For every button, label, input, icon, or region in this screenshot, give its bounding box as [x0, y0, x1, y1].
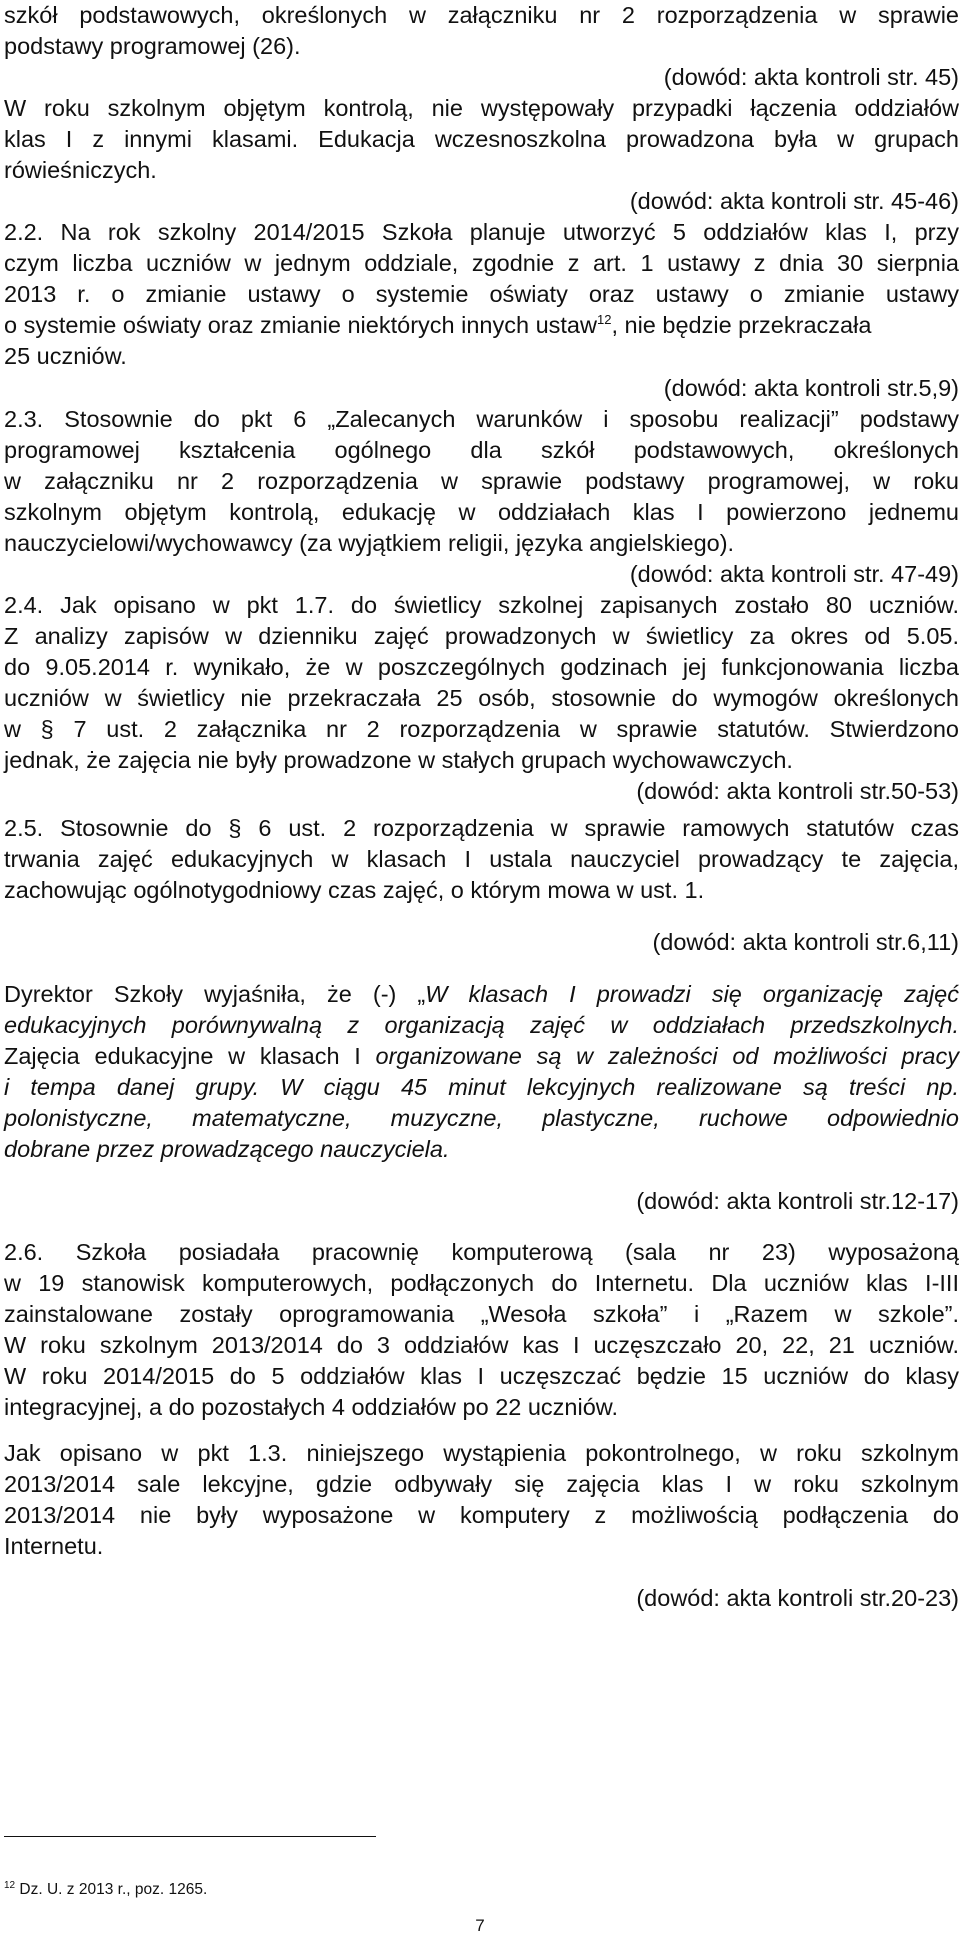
text-line: zainstalowane zostały oprogramowania „Wesoła szkoła” i „Razem w szkole”. — [4, 1301, 959, 1327]
evidence-reference: (dowód: akta kontroli str.12-17) — [636, 1188, 959, 1214]
text-line: jednak, że zajęcia nie były prowadzone w stałych grupach wychowawczych. — [4, 747, 793, 773]
text-line: szkolnym objętym kontrolą, edukację w oddziałach klas I powierzono jednemu — [4, 499, 959, 525]
text-line: 2013/2014 sale lekcyjne, gdzie odbywały się zajęcia klas I w roku szkolnym — [4, 1471, 959, 1497]
text-line: W roku 2014/2015 do 5 oddziałów klas I uczęszczać będzie 15 uczniów do klasy — [4, 1363, 959, 1389]
quoted-text: polonistyczne, matematyczne, muzyczne, plastyczne, ruchowe odpowiednio — [4, 1105, 959, 1131]
text-line: 2.4. Jak opisano w pkt 1.7. do świetlicy szkolnej zapisanych zostało 80 uczniów. — [4, 592, 959, 618]
text-line: Internetu. — [4, 1533, 104, 1559]
text-line: 25 uczniów. — [4, 343, 127, 369]
quoted-text: organizowane są w zależności od możliwości pracy — [375, 1043, 960, 1069]
text-line: Jak opisano w pkt 1.3. niniejszego wystąpienia pokontrolnego, w roku szkolnym — [4, 1440, 959, 1466]
text-line: 2013/2014 nie były wyposażone w komputery z możliwością podłączenia do — [4, 1502, 959, 1528]
text-line: klas I z innymi klasami. Edukacja wczesnoszkolna prowadzona była w grupach — [4, 126, 959, 152]
text-segment: Zajęcia edukacyjne w klasach I — [4, 1043, 376, 1069]
evidence-reference: (dowód: akta kontroli str.5,9) — [663, 375, 959, 401]
quoted-text: W klasach I prowadzi się organizację zajęć — [425, 981, 959, 1007]
text-line: integracyjnej, a do pozostałych 4 oddziałów po 22 uczniów. — [4, 1394, 618, 1420]
text-line: 2.3. Stosownie do pkt 6 „Zalecanych warunków i sposobu realizacji” podstawy — [4, 406, 959, 432]
evidence-reference: (dowód: akta kontroli str. 45-46) — [629, 188, 959, 214]
text-line: podstawy programowej (26). — [4, 33, 301, 59]
text-line: W roku szkolnym 2013/2014 do 3 oddziałów kas I uczęszczało 20, 22, 21 uczniów. — [4, 1332, 959, 1358]
quoted-text: edukacyjnych porównywalną z organizacją zajęć w oddziałach przedszkolnych. — [4, 1012, 959, 1038]
text-line: uczniów w świetlicy nie przekraczała 25 osób, stosownie do wymogów określonych — [4, 685, 959, 711]
quoted-line — [4, 1010, 959, 1040]
text-line: 2.2. Na rok szkolny 2014/2015 Szkoła planuje utworzyć 5 oddziałów klas I, przy — [4, 219, 959, 245]
text-line: W roku szkolnym objętym kontrolą, nie występowały przypadki łączenia oddziałów — [4, 95, 959, 121]
text-line: do 9.05.2014 r. wynikało, że w poszczególnych godzinach jej funkcjonowania liczba — [4, 654, 959, 680]
text-line-with-quote — [4, 979, 959, 1009]
text-line: w 19 stanowisk komputerowych, podłączonych do Internetu. Dla uczniów klas I-III — [4, 1270, 959, 1296]
text-segment: , nie będzie przekraczała — [611, 312, 872, 338]
footnote — [4, 1880, 207, 1900]
text-line: w § 7 ust. 2 załącznika nr 2 rozporządzenia w sprawie statutów. Stwierdzono — [4, 716, 959, 742]
evidence-reference: (dowód: akta kontroli str. 47-49) — [629, 561, 959, 587]
text-line: programowej kształcenia ogólnego dla szkół podstawowych, określonych — [4, 437, 959, 463]
text-line: czym liczba uczniów w jednym oddziale, zgodnie z art. 1 ustawy z dnia 30 sierpnia — [4, 250, 959, 276]
text-line-with-quote — [4, 1041, 959, 1071]
quoted-line — [4, 1103, 959, 1133]
evidence-reference: (dowód: akta kontroli str.50-53) — [636, 778, 959, 804]
page-number: 7 — [475, 1916, 485, 1935]
text-line: nauczycielowi/wychowawcy (za wyjątkiem religii, języka angielskiego). — [4, 530, 735, 556]
quoted-text: i tempa danej grupy. W ciągu 45 minut lekcyjnych realizowane są treści np. — [4, 1074, 959, 1100]
text-segment: o systemie oświaty oraz zmianie niektórych innych ustaw — [4, 312, 597, 338]
text-line: w załączniku nr 2 rozporządzenia w sprawie podstawy programowej, w roku — [4, 468, 959, 494]
text-line-with-footnote — [4, 310, 959, 340]
footnote-number: 12 — [4, 1879, 16, 1891]
quoted-text: dobrane przez prowadzącego nauczyciela. — [4, 1136, 450, 1162]
text-line: rówieśniczych. — [4, 157, 157, 183]
text-line: trwania zajęć edukacyjnych w klasach I ustala nauczyciel prowadzący te zajęcia, — [4, 846, 959, 872]
evidence-reference: (dowód: akta kontroli str.6,11) — [652, 929, 959, 955]
text-line: Z analizy zapisów w dzienniku zajęć prowadzonych w świetlicy za okres od 5.05. — [4, 623, 959, 649]
text-line: 2.6. Szkoła posiadała pracownię komputerową (sala nr 23) wyposażoną — [4, 1239, 959, 1265]
quoted-line — [4, 1072, 959, 1102]
text-segment: Dyrektor Szkoły wyjaśniła, że (-) „ — [4, 981, 426, 1007]
text-line: szkół podstawowych, określonych w załączniku nr 2 rozporządzenia w sprawie — [4, 2, 959, 28]
text-line: 2.5. Stosownie do § 6 ust. 2 rozporządzenia w sprawie ramowych statutów czas — [4, 815, 959, 841]
text-line: 2013 r. o zmianie ustawy o systemie oświaty oraz ustawy o zmianie ustawy — [4, 281, 959, 307]
footnote-text: Dz. U. z 2013 r., poz. 1265. — [15, 1881, 208, 1898]
evidence-reference: (dowód: akta kontroli str. 45) — [663, 64, 959, 90]
evidence-reference: (dowód: akta kontroli str.20-23) — [636, 1585, 959, 1611]
footnote-separator — [4, 1836, 376, 1837]
text-line: zachowując ogólnotygodniowy czas zajęć, o którym mowa w ust. 1. — [4, 877, 705, 903]
quoted-line — [4, 1134, 959, 1164]
footnote-reference: 12 — [596, 312, 612, 328]
